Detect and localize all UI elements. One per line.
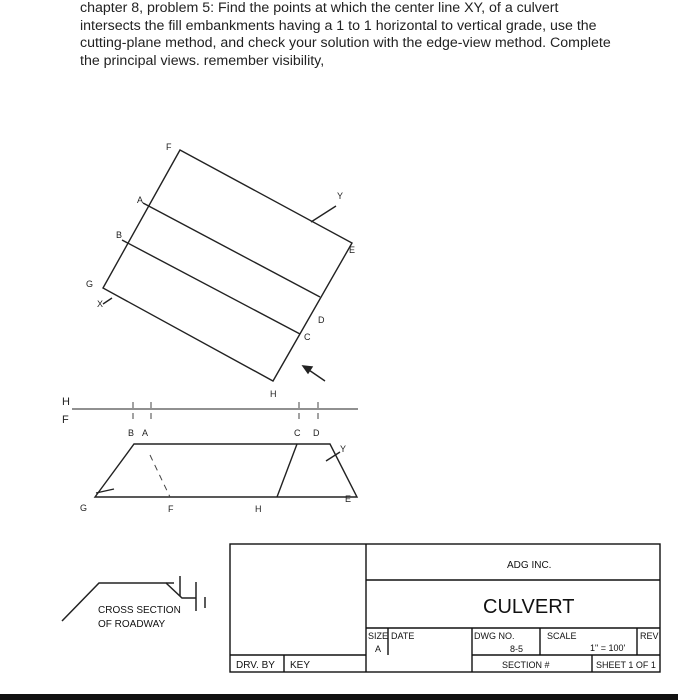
dwg-no-value: 8-5	[510, 644, 524, 654]
date-label: DATE	[391, 631, 415, 641]
key-label: KEY	[290, 660, 311, 671]
label-d-front: D	[313, 428, 320, 438]
label-y-top: Y	[337, 191, 344, 201]
drawn-by-label: DRV. BY	[236, 660, 275, 671]
label-g-front: G	[80, 503, 88, 513]
label-g-top: G	[86, 279, 94, 289]
label-b-top: B	[116, 230, 123, 240]
label-y-front: Y	[340, 444, 347, 454]
label-c-top: C	[304, 332, 311, 342]
label-e-front: E	[345, 494, 352, 504]
culvert-centerline-x	[103, 298, 112, 304]
label-h-top: H	[270, 389, 277, 399]
top-view-road-edge-a	[143, 203, 320, 297]
dwg-no-label: DWG NO.	[474, 631, 515, 641]
culvert-centerline-y	[311, 206, 336, 222]
top-view-outline	[103, 150, 352, 381]
label-h-front: H	[255, 504, 262, 514]
fold-label-f: F	[62, 414, 69, 426]
label-a-top: A	[137, 195, 144, 205]
bottom-bar	[0, 694, 678, 700]
fold-label-h: H	[62, 396, 70, 408]
label-c-front: C	[294, 428, 301, 438]
company-name: ADG INC.	[507, 560, 552, 571]
front-view-construction	[150, 455, 170, 497]
rev-label: REV	[640, 631, 659, 641]
size-value: A	[375, 644, 382, 654]
inset-label-line1: CROSS SECTION	[98, 605, 181, 616]
drawing-title: CULVERT	[483, 596, 575, 618]
top-view-road-edge-b	[122, 240, 300, 334]
label-f-top: F	[166, 142, 172, 152]
scale-label: SCALE	[547, 631, 577, 641]
section-label: SECTION #	[502, 660, 550, 670]
label-d-top: D	[318, 315, 325, 325]
inset-label-line2: OF ROADWAY	[98, 619, 166, 630]
label-x-top: X	[97, 299, 104, 309]
scale-value: 1" = 100'	[590, 643, 626, 653]
sheet-label: SHEET 1 OF 1	[596, 660, 656, 670]
label-f-front: F	[168, 504, 174, 514]
front-view-outline	[95, 444, 357, 497]
label-e-top: E	[349, 245, 356, 255]
problem-statement: chapter 8, problem 5: Find the points at which the center line XY, of a culvert intersects the fill embankments having a 1 to 1 horizontal to vertical grade, use the cutting-plane method, and check your solution with the edge-view method. Complete the principal views. remember visibility,	[80, 0, 611, 69]
label-b-front: B	[128, 428, 135, 438]
size-label: SIZE	[368, 631, 389, 641]
label-a-front: A	[142, 428, 149, 438]
front-view-culvert-line	[277, 444, 297, 497]
